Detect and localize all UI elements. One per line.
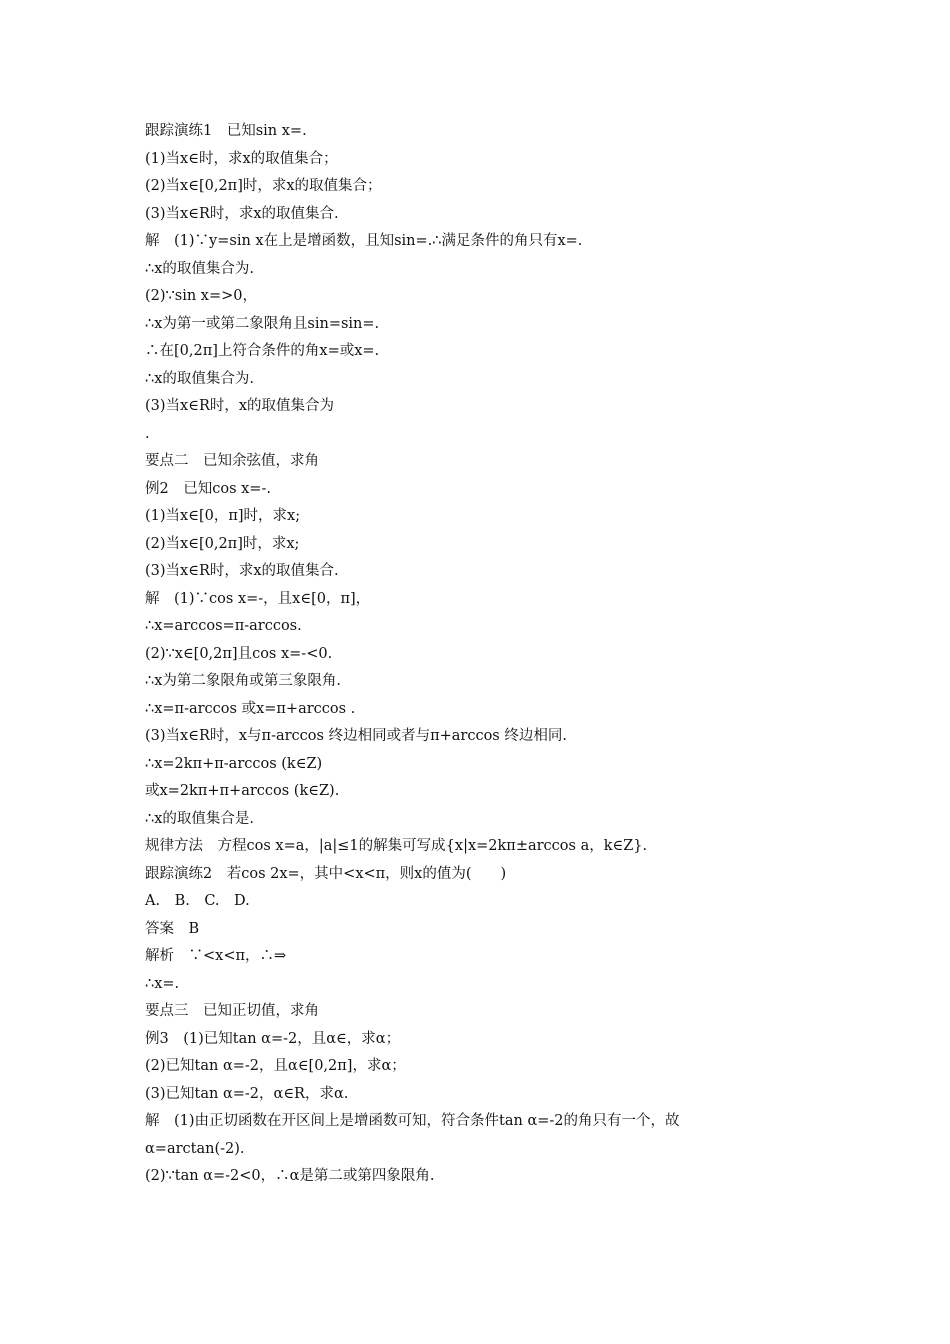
text-line: 解 (1)∵cos x=-，且x∈[0，π]，	[145, 590, 371, 607]
text-line: ∴在[0,2π]上符合条件的角x=或x=.	[145, 343, 380, 359]
text-line: 解 (1)由正切函数在开区间上是增函数可知，符合条件tan α=-2的角只有一个，故	[145, 1113, 680, 1129]
text-line: (3)当x∈R时，x的取值集合为	[145, 398, 335, 414]
text-line: α=arctan(-2).	[145, 1140, 245, 1157]
text-line: (2)已知tan α=-2，且α∈[0,2π]，求α；	[145, 1058, 406, 1074]
text-line: .	[145, 425, 150, 442]
text-line: ∴x为第一或第二象限角且sin=sin=.	[145, 315, 380, 332]
text-line: ∴x=arccos=π-arccos.	[145, 618, 302, 634]
text-line: 跟踪演练2 若cos 2x=，其中<x<π，则x的值为( )	[145, 865, 507, 882]
text-line: (1)当x∈时，求x的取值集合；	[145, 150, 338, 167]
text-line: ∴x的取值集合为.	[145, 260, 255, 277]
text-line: ∴x的取值集合是.	[145, 810, 255, 827]
section-heading: 要点二 已知余弦值，求角	[145, 453, 319, 469]
text-line: ∴x=π-arccos 或x=π+arccos .	[145, 700, 356, 717]
text-line: (3)当x∈R时，x与π-arccos 终边相同或者与π+arccos 终边相同.	[145, 728, 567, 744]
text-line: (1)当x∈[0，π]时，求x;	[145, 508, 301, 524]
text-line: 答案 B	[145, 920, 200, 937]
text-line: (2)当x∈[0,2π]时，求x;	[145, 535, 300, 552]
text-line: 或x=2kπ+π+arccos (k∈Z).	[145, 783, 340, 799]
text-line: ∴x为第二象限角或第三象限角.	[145, 673, 342, 689]
section-heading: 要点三 已知正切值，求角	[145, 1003, 319, 1019]
text-line: (2)当x∈[0,2π]时，求x的取值集合；	[145, 178, 382, 194]
text-line: A. B. C. D.	[145, 893, 250, 909]
text-line: 规律方法 方程cos x=a，|a|≤1的解集可写成{x|x=2kπ±arccos a，k∈Z}.	[145, 838, 648, 854]
text-line: 解 (1)∵y=sin x在上是增函数，且知sin=.∴满足条件的角只有x=.	[145, 233, 583, 249]
text-line: (3)当x∈R时，求x的取值集合.	[145, 563, 339, 579]
text-line: 例3 (1)已知tan α=-2，且α∈，求α；	[145, 1030, 401, 1047]
text-line: ∴x=.	[145, 975, 180, 992]
text-line: (3)当x∈R时，求x的取值集合.	[145, 205, 339, 222]
text-line: (2)∵tan α=-2<0，∴α是第二或第四象限角.	[145, 1168, 435, 1184]
text-line: (2)∵x∈[0,2π]且cos x=-<0.	[145, 645, 333, 662]
text-line: 例2 已知cos x=-.	[145, 480, 271, 497]
text-line: 跟踪演练1 已知sin x=.	[145, 123, 307, 139]
document-body	[145, 118, 825, 1191]
text-line: (3)已知tan α=-2，α∈R，求α.	[145, 1085, 349, 1102]
text-line: 解析 ∵<x<π，∴⇒	[145, 948, 287, 964]
text-line: ∴x=2kπ+π-arccos (k∈Z)	[145, 755, 323, 772]
text-line: (2)∵sin x=>0，	[145, 288, 257, 304]
text-line: ∴x的取值集合为.	[145, 370, 255, 387]
